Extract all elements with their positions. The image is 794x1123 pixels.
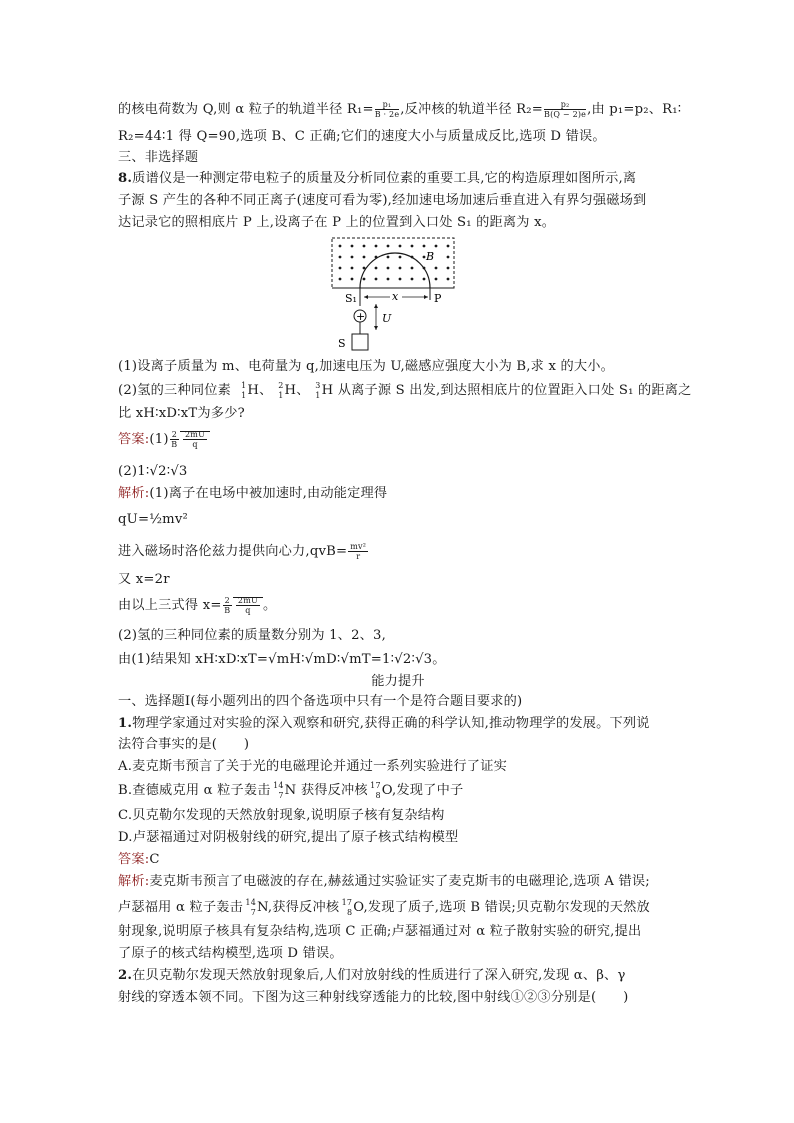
fraction-denominator: q	[245, 606, 251, 615]
atomic-number: 1	[278, 391, 284, 400]
text-line: 射现象,说明原子核具有复杂结构,选项 C 正确;卢瑟福通过对 α 粒子散射实验的研究,提出	[118, 924, 642, 939]
atomic-number: 1	[315, 391, 321, 400]
answer-label: 答案:	[118, 852, 150, 867]
text-line	[118, 596, 678, 616]
atomic-number: 1	[241, 391, 247, 400]
mass-number: 17	[370, 781, 381, 790]
isotope-H2	[273, 381, 285, 400]
fraction-numerator: mv²	[350, 542, 367, 551]
isotope-N14	[243, 898, 257, 917]
text-line: (1)设离子质量为 m、电荷量为 q,加速电压为 U,磁感应强度大小为 B,求 x 的大小。	[118, 359, 615, 374]
text-line: (2)1∶√2∶√3	[118, 464, 188, 479]
mass-number: 2	[278, 381, 284, 390]
element-symbol: N	[284, 783, 297, 798]
text-segment: 质谱仪是一种测定带电粒子的质量及分析同位素的重要工具,它的构造原理如图所示,离	[132, 171, 637, 186]
text-line: 射线的穿透本领不同。下图为这三种射线穿透能力的比较,图中射线①②③分别是( )	[118, 990, 629, 1005]
option-a: A.麦克斯韦预言了关于光的电磁理论并通过一系列实验进行了证实	[118, 759, 507, 774]
answer-label: 答案:	[118, 432, 150, 447]
text-segment: 获得反冲核	[300, 783, 368, 798]
fraction-numerator: 2mU	[185, 430, 206, 439]
fraction-numerator: 2	[171, 430, 177, 439]
question-number: 2.	[118, 968, 133, 983]
isotope-N14	[271, 781, 285, 800]
fraction-denominator: B · 2e	[374, 110, 400, 119]
fraction-denominator: B	[224, 606, 231, 615]
label-P: P	[434, 292, 442, 305]
label-U: U	[382, 312, 392, 325]
fraction-r2	[544, 100, 586, 119]
text-segment: (1)离子在电场中被加速时,由动能定理得	[149, 486, 388, 501]
text-segment: 麦克斯韦预言了电磁波的存在,赫兹通过实验证实了麦克斯韦的电磁理论,选项 A 错误;	[149, 874, 650, 889]
text-line	[118, 542, 678, 562]
question-8-line	[118, 169, 678, 189]
fraction-denominator: r	[356, 552, 361, 561]
text-segment: 从离子源 S 出发,到达照相底片的位置距入口处 S₁ 的距离之	[337, 383, 692, 398]
text-segment: 由以上三式得 x=	[118, 598, 222, 613]
label-S1: S₁	[345, 292, 357, 305]
fraction-2-over-B	[170, 430, 179, 449]
label-S: S	[338, 337, 346, 350]
analysis-line	[118, 872, 678, 892]
text-line: 法符合事实的是( )	[118, 737, 250, 752]
text-line	[118, 898, 678, 918]
atomic-number: 8	[375, 791, 381, 800]
text-segment: O,发现了质子,选项 B 错误;贝克勒尔发现的天然放	[353, 900, 650, 915]
analysis-label: 解析:	[118, 874, 150, 889]
option-c: C.贝克勒尔发现的天然放射现象,说明原子核有复杂结构	[118, 808, 445, 823]
fraction-numerator: p₂	[544, 100, 586, 110]
fraction-mv2-over-r	[348, 542, 368, 561]
text-line: 由(1)结果知 xH∶xD∶xT=√mH∶√mD∶√mT=1∶√2∶√3。	[118, 652, 446, 667]
atomic-number: 7	[278, 791, 284, 800]
text-segment: (2)氢的三种同位素	[118, 383, 231, 398]
text-line: 达记录它的照相底片 P 上,设离子在 P 上的位置到入口处 S₁ 的距离为 x。	[118, 215, 556, 230]
text-segment: (1)	[149, 432, 169, 447]
text-segment: 在贝克勒尔发现天然放射现象后,人们对放射线的性质进行了深入研究,发现 α、β、γ	[132, 968, 626, 983]
answer-value: C	[149, 852, 160, 867]
fraction-2mU-over-q	[183, 430, 207, 449]
text-line: (2)氢的三种同位素的质量数分别为 1、2、3,	[118, 628, 387, 643]
text-segment: 。	[262, 598, 277, 613]
option-d: D.卢瑟福通过对阴极射线的研究,提出了原子核式结构模型	[118, 830, 459, 845]
text-line: 子源 S 产生的各种不同正离子(速度可看为零),经加速电场加速后垂直进入有界匀强磁场到	[118, 193, 647, 208]
ion-trajectory	[360, 253, 430, 288]
text-segment: ,由 p₁=p₂、R₁∶	[587, 102, 682, 117]
question-number: 8.	[118, 171, 133, 186]
isotope-O17	[339, 898, 353, 917]
atomic-number: 8	[346, 908, 353, 917]
mass-spectrometer-diagram	[330, 236, 470, 358]
fraction-r1	[375, 100, 400, 119]
atomic-number: 7	[250, 908, 256, 917]
question-2-line	[118, 966, 678, 986]
text-segment: 的核电荷数为 Q,则 α 粒子的轨道半径 R₁=	[118, 102, 374, 117]
text-segment: 卢瑟福用 α 粒子轰击	[118, 900, 243, 915]
fraction-denominator: q	[192, 440, 198, 449]
text-line: 比 xH∶xD∶xT为多少?	[118, 406, 245, 421]
mass-number: 17	[341, 898, 353, 907]
fraction-2-over-B	[223, 596, 232, 615]
text-line: 又 x=2r	[118, 572, 170, 587]
answer-line	[118, 430, 678, 450]
section-title: 能力提升	[371, 674, 425, 689]
isotope-H1	[235, 381, 247, 400]
analysis-label: 解析:	[118, 486, 150, 501]
fraction-2mU-over-q	[236, 596, 260, 615]
fraction-numerator: 2mU	[237, 596, 258, 605]
label-B: B	[426, 250, 435, 263]
section-heading: 三、非选择题	[118, 150, 199, 165]
question-1-line	[118, 714, 678, 734]
element-symbol: O	[381, 783, 393, 798]
isotope-H3	[310, 381, 322, 400]
text-segment: B.查德威克用 α 粒子轰击	[118, 783, 271, 798]
question-number: 1.	[118, 716, 133, 731]
ion-source-box	[352, 334, 368, 350]
text-line	[118, 100, 682, 120]
fraction-denominator: B	[171, 440, 178, 449]
text-segment: ,反冲核的轨道半径 R₂=	[400, 102, 544, 117]
mass-number: 3	[315, 381, 321, 390]
mass-number: 14	[245, 898, 256, 907]
text-segment: ,发现了中子	[392, 783, 464, 798]
text-line: 了原子的核式结构模型,选项 D 错误。	[118, 946, 343, 961]
fraction-numerator: p₁	[375, 100, 400, 110]
option-b	[118, 781, 678, 801]
label-x: x	[392, 290, 399, 303]
fraction-numerator: 2	[224, 596, 230, 605]
analysis-line	[118, 484, 678, 504]
answer-line	[118, 850, 678, 870]
text-segment: 进入磁场时洛伦兹力提供向心力,qvB=	[118, 544, 348, 559]
text-line: qU=½mv²	[118, 512, 189, 527]
isotope-O17	[368, 781, 382, 800]
text-segment: 物理学家通过对实验的深入观察和研究,获得正确的科学认知,推动物理学的发展。下列说	[132, 716, 650, 731]
text-line: (2)氢的三种同位素 1 1 H、 2 1 H、 3 1 H 从离子源 S 出发,到达照相底片的位置距入口处 S₁ 的距离之	[118, 381, 678, 401]
section-heading: 一、选择题Ⅰ(每小题列出的四个备选项中只有一个是符合题目要求的)	[118, 694, 523, 709]
sqrt-expression	[233, 597, 263, 613]
mass-number: 14	[273, 781, 284, 790]
mass-number: 1	[241, 381, 247, 390]
sqrt-expression	[180, 431, 210, 447]
plus-sign: +	[356, 310, 366, 323]
text-segment: N,获得反冲核	[257, 900, 340, 915]
fraction-denominator: B(Q − 2)e	[544, 110, 587, 119]
text-line: R₂=44∶1 得 Q=90,选项 B、C 正确;它们的速度大小与质量成反比,选项 D 错误。	[118, 129, 606, 144]
